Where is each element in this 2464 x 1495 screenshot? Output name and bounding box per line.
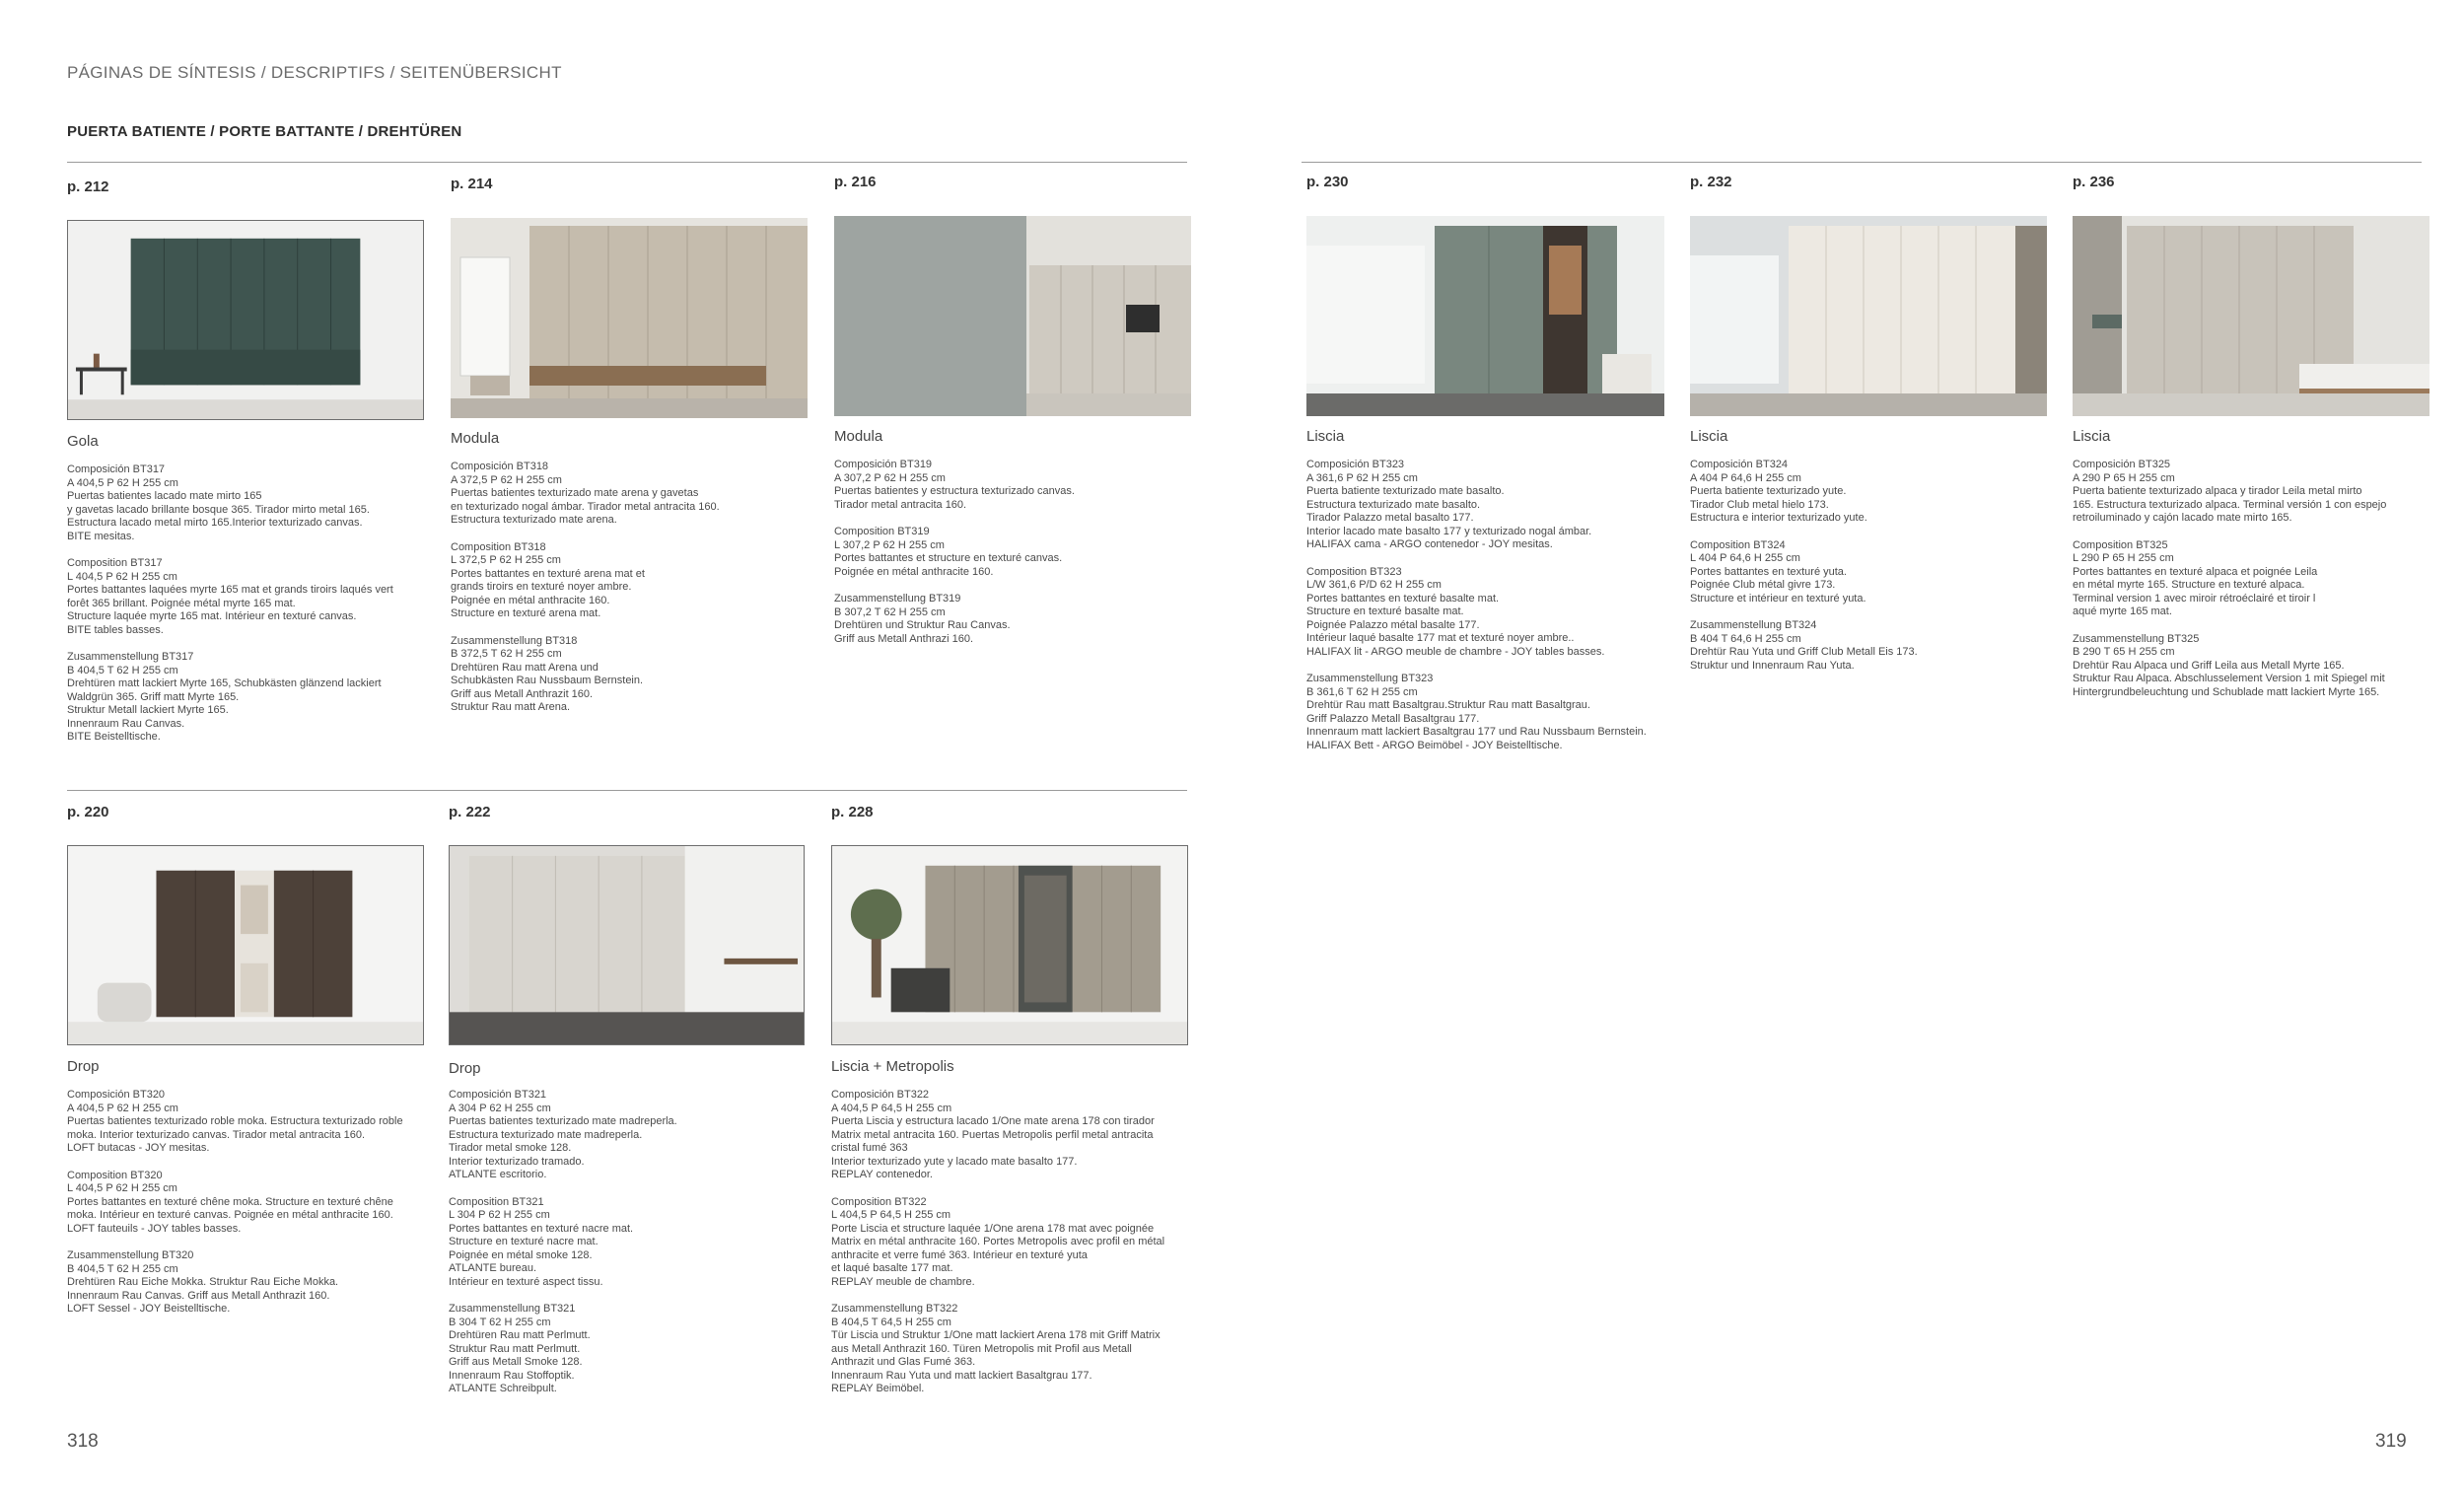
page-ref: p. 236: [2073, 174, 2115, 190]
composition-description: [831, 1089, 1206, 1410]
product-photo: [67, 845, 424, 1045]
model-name: Drop: [449, 1060, 481, 1077]
divider-bottom-left: [67, 790, 1187, 791]
composition-de: Zusammenstellung BT320 B 404,5 T 62 H 255 cm Drehtüren Rau Eiche Mokka. Struktur Rau Eiche Mokka. Innenraum Rau Canvas. Griff aus Metall Anthrazit 160. LOFT Sessel - JOY Beistelltische.: [67, 1249, 339, 1315]
model-name: Modula: [451, 430, 500, 447]
composition-es: Composición BT324 A 404 P 64,6 H 255 cm Puerta batiente texturizado yute. Tirador Club metal hielo 173. Estructura e interior texturizado yute.: [1690, 459, 1867, 524]
composition-description: [449, 1089, 813, 1410]
composition-es: Composición BT321 A 304 P 62 H 255 cm Puertas batientes texturizado mate madreperla. Estructura texturizado mate madreperla. Tirador metal smoke 128. Interior texturizado tramado. ATLANTE escritorio.: [449, 1089, 677, 1180]
composition-es: Composición BT317 A 404,5 P 62 H 255 cm Puertas batientes lacado mate mirto 165 y gavetas lacado brillante bosque 365. Tirador mirto metal 165. Estructura lacado metal mirto 165.Interior texturizado canvas. BITE mesitas.: [67, 463, 370, 542]
composition-fr: Composition BT325 L 290 P 65 H 255 cm Portes battantes en texturé alpaca et poignée Leila en métal myrte 165. Structure en texturé alpaca. Terminal version 1 avec miroir rétroéclairé et tiroir l aqué myrte 165 mat.: [2073, 538, 2318, 617]
page-number-right: 319: [2375, 1431, 2407, 1452]
composition-fr: Composition BT323 L/W 361,6 P/D 62 H 255 cm Portes battantes en texturé basalte mat. Structure en texturé basalte mat. Poignée Palazzo métal basalte 177. Intérieur laqué basalte 177 mat et texturé noyer ambre.. HALIFAX lit - ARGO meuble de chambre - JOY tables basses.: [1306, 565, 1605, 658]
divider-top-left: [67, 162, 1187, 163]
composition-de: Zusammenstellung BT317 B 404,5 T 62 H 255 cm Drehtüren matt lackiert Myrte 165, Schubkästen glänzend lackiert Waldgrün 365. Griff matt Myrte 165. Struktur Metall lackiert Myrte 165. Innenraum Rau Canvas. BITE Beistelltische.: [67, 651, 382, 743]
composition-fr: Composition BT321 L 304 P 62 H 255 cm Portes battantes en texturé nacre mat. Structure en texturé nacre mat. Poignée en métal smoke 128. ATLANTE bureau. Intérieur en texturé aspect tissu.: [449, 1195, 634, 1288]
composition-es: Composición BT325 A 290 P 65 H 255 cm Puerta batiente texturizado alpaca y tirador Leila metal mirto 165. Estructura texturizado alpaca. Terminal versión 1 con espejo retroiluminado y cajón lacado mate mirto 165.: [2073, 459, 2387, 524]
composition-es: Composición BT323 A 361,6 P 62 H 255 cm Puerta batiente texturizado mate basalto. Estructura texturizado mate basalto. Tirador Palazzo metal basalto 177. Interior lacado mate basalto 177 y texturizado nogal ámbar. HALIFAX cama - ARGO contenedor - JOY mesitas.: [1306, 459, 1592, 550]
composition-fr: Composition BT324 L 404 P 64,6 H 255 cm Portes battantes en texturé yuta. Poignée Club métal givre 173. Structure et intérieur en texturé yuta.: [1690, 538, 1866, 605]
composition-de: Zusammenstellung BT324 B 404 T 64,6 H 255 cm Drehtür Rau Yuta und Griff Club Metall Eis 173. Struktur und Innenraum Rau Yuta.: [1690, 619, 1918, 672]
composition-description: [67, 463, 432, 758]
page-ref: p. 216: [834, 174, 877, 190]
model-name: Gola: [67, 433, 99, 450]
product-photo: [451, 218, 808, 418]
composition-es: Composición BT318 A 372,5 P 62 H 255 cm Puertas batientes texturizado mate arena y gavetas en texturizado nogal ámbar. Tirador metal antracita 160. Estructura texturizado mate arena.: [451, 461, 720, 526]
product-photo: [2073, 216, 2429, 416]
composition-fr: Composition BT317 L 404,5 P 62 H 255 cm Portes battantes laquées myrte 165 mat et grands tiroirs laqués vert forêt 365 brillant. Poignée métal myrte 165 mat. Structure laquée myrte 165 mat. Intérieur en texturé canvas. BITE tables basses.: [67, 557, 393, 636]
page-ref: p. 220: [67, 804, 109, 820]
page-ref: p. 232: [1690, 174, 1732, 190]
composition-fr: Composition BT320 L 404,5 P 62 H 255 cm Portes battantes en texturé chêne moka. Structure en texturé chêne moka. Intérieur en texturé canvas. Poignée en métal anthracite 160. LOFT fauteuils - JOY tables basses.: [67, 1169, 393, 1235]
composition-de: Zusammenstellung BT321 B 304 T 62 H 255 cm Drehtüren Rau matt Perlmutt. Struktur Rau matt Perlmutt. Griff aus Metall Smoke 128. Innenraum Rau Stoffoptik. ATLANTE Schreibpult.: [449, 1303, 591, 1394]
product-photo: [831, 845, 1188, 1045]
page-ref: p. 212: [67, 178, 109, 195]
page-ref: p. 214: [451, 176, 493, 192]
model-name: Liscia + Metropolis: [831, 1058, 954, 1075]
composition-de: Zusammenstellung BT322 B 404,5 T 64,5 H 255 cm Tür Liscia und Struktur 1/One matt lackiert Arena 178 mit Griff Matrix aus Metall Anthrazit 160. Türen Metropolis mit Profil aus Metall Anthrazit und Glas Fumé 363. Innenraum Rau Yuta und matt lackiert Basaltgrau 177. REPLAY Beimöbel.: [831, 1303, 1161, 1394]
composition-description: [1306, 459, 1681, 766]
model-name: Liscia: [1306, 428, 1345, 445]
composition-es: Composición BT319 A 307,2 P 62 H 255 cm Puertas batientes y estructura texturizado canvas. Tirador metal antracita 160.: [834, 459, 1075, 511]
page-ref: p. 228: [831, 804, 874, 820]
page-ref: p. 222: [449, 804, 491, 820]
model-name: Liscia: [1690, 428, 1728, 445]
model-name: Drop: [67, 1058, 100, 1075]
page-number-left: 318: [67, 1431, 99, 1452]
composition-fr: Composition BT318 L 372,5 P 62 H 255 cm Portes battantes en texturé arena mat et grands tiroirs en texturé noyer ambre. Poignée en métal anthracite 160. Structure en texturé arena mat.: [451, 540, 645, 619]
composition-description: [834, 459, 1199, 660]
model-name: Liscia: [2073, 428, 2111, 445]
composition-es: Composición BT322 A 404,5 P 64,5 H 255 cm Puerta Liscia y estructura lacado 1/One mate arena 178 con tirador Matrix metal antracita 160. Puertas Metropolis perfil metal antracita cristal fumé 363 Interior texturizado yute y lacado mate basalto 177. REPLAY contenedor.: [831, 1089, 1155, 1180]
product-photo: [1690, 216, 2047, 416]
model-name: Modula: [834, 428, 883, 445]
composition-description: [1690, 459, 2055, 686]
product-photo: [67, 220, 424, 420]
composition-de: Zusammenstellung BT323 B 361,6 T 62 H 255 cm Drehtür Rau matt Basaltgrau.Struktur Rau matt Basaltgrau. Griff Palazzo Metall Basaltgrau 177. Innenraum matt lackiert Basaltgrau 177 und Rau Nussbaum Bernstein. HALIFAX Bett - ARGO Beimöbel - JOY Beistelltische.: [1306, 673, 1647, 751]
composition-de: Zusammenstellung BT318 B 372,5 T 62 H 255 cm Drehtüren Rau matt Arena und Schubkästen Rau Nussbaum Bernstein. Griff aus Metall Anthrazit 160. Struktur Rau matt Arena.: [451, 634, 644, 713]
divider-top-right: [1302, 162, 2422, 163]
composition-es: Composición BT320 A 404,5 P 62 H 255 cm Puertas batientes texturizado roble moka. Estructura texturizado roble moka. Interior texturizado canvas. Tirador metal antracita 160. LOFT butacas - JOY mesitas.: [67, 1089, 403, 1154]
product-photo: [834, 216, 1191, 416]
composition-de: Zusammenstellung BT319 B 307,2 T 62 H 255 cm Drehtüren und Struktur Rau Canvas. Griff aus Metall Anthrazi 160.: [834, 593, 1011, 645]
composition-description: [67, 1089, 442, 1330]
page-ref: p. 230: [1306, 174, 1349, 190]
composition-fr: Composition BT319 L 307,2 P 62 H 255 cm Portes battantes et structure en texturé canvas. Poignée en métal anthracite 160.: [834, 526, 1063, 578]
product-photo: [1306, 216, 1664, 416]
breadcrumb: PÁGINAS DE SÍNTESIS / DESCRIPTIFS / SEITENÜBERSICHT: [67, 63, 562, 82]
composition-de: Zusammenstellung BT325 B 290 T 65 H 255 cm Drehtür Rau Alpaca und Griff Leila aus Metall Myrte 165. Struktur Rau Alpaca. Abschlusselement Version 1 mit Spiegel mit Hintergrundbeleuchtung und Schublade matt lackiert Myrte 165.: [2073, 632, 2385, 698]
product-photo: [449, 845, 805, 1045]
composition-description: [451, 461, 815, 729]
section-title: PUERTA BATIENTE / PORTE BATTANTE / DREHTÜREN: [67, 123, 462, 140]
composition-fr: Composition BT322 L 404,5 P 64,5 H 255 cm Porte Liscia et structure laquée 1/One arena 178 mat avec poignée Matrix en métal anthracite 160. Portes Metropolis avec profil en métal anthracite et verre fumé 363. Intérieur en texturé yuta et laqué basalte 177 mat. REPLAY meuble de chambre.: [831, 1195, 1165, 1288]
composition-description: [2073, 459, 2447, 713]
